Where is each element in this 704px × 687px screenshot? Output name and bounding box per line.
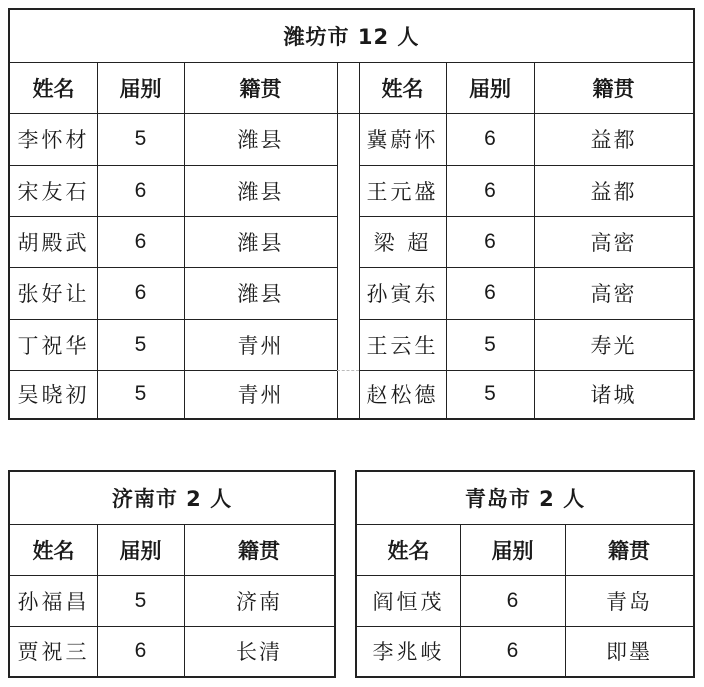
weifang-table (8, 8, 695, 420)
person-term: 6 (484, 229, 496, 253)
jinan-title: 济南市 2 人 (111, 487, 233, 511)
header-term: 届别 (469, 76, 511, 101)
person-name: 王云生 (366, 333, 439, 358)
person-name: 吴晓初 (17, 383, 90, 407)
jinan-table (8, 470, 336, 678)
person-name: 梁 超 (373, 230, 432, 255)
person-term: 6 (134, 281, 147, 304)
person-origin: 青州 (237, 333, 284, 358)
person-term: 5 (134, 382, 147, 405)
person-origin: 济南 (236, 589, 282, 614)
person-term: 6 (506, 639, 519, 662)
person-origin: 潍县 (237, 179, 284, 204)
person-origin: 青州 (237, 383, 284, 407)
person-term: 6 (506, 588, 519, 612)
header-origin: 籍贯 (592, 76, 635, 101)
person-name: 阎恒茂 (372, 589, 445, 614)
person-name: 张好让 (17, 282, 90, 306)
person-name: 丁祝华 (17, 333, 90, 358)
person-term: 6 (134, 229, 147, 253)
person-origin: 诸城 (590, 383, 637, 407)
person-origin: 长清 (236, 640, 282, 664)
person-origin: 潍县 (237, 128, 284, 152)
person-term: 6 (484, 281, 496, 304)
person-term: 6 (134, 639, 147, 662)
person-term: 5 (484, 332, 496, 356)
person-name: 李怀材 (17, 128, 90, 152)
person-term: 5 (134, 127, 147, 150)
person-name: 胡殿武 (17, 230, 90, 255)
qingdao-title: 青岛市 2 人 (464, 487, 586, 511)
person-origin: 潍县 (237, 282, 284, 306)
person-origin: 高密 (590, 230, 637, 255)
person-origin: 益都 (590, 128, 637, 152)
person-name: 宋友石 (17, 179, 90, 204)
header-name: 姓名 (32, 76, 75, 101)
person-name: 赵松德 (366, 383, 439, 407)
person-origin: 青岛 (606, 589, 652, 614)
weifang-title: 潍坊市 12 人 (283, 25, 420, 49)
person-origin: 即墨 (606, 640, 652, 664)
person-term: 5 (134, 332, 147, 356)
person-term: 6 (484, 178, 496, 202)
person-origin: 益都 (590, 179, 637, 204)
person-name: 孙福昌 (17, 589, 90, 614)
header-term: 届别 (119, 538, 162, 563)
person-origin: 寿光 (590, 333, 637, 358)
person-name: 孙寅东 (366, 282, 439, 306)
person-name: 贾祝三 (17, 640, 90, 664)
person-term: 6 (484, 127, 496, 150)
header-name: 姓名 (32, 538, 75, 563)
person-term: 5 (134, 588, 147, 612)
header-name: 姓名 (387, 538, 430, 563)
person-origin: 潍县 (237, 230, 284, 255)
person-name: 王元盛 (366, 179, 439, 204)
header-origin: 籍贯 (608, 538, 650, 563)
header-term: 届别 (491, 538, 534, 563)
qingdao-table (355, 470, 695, 678)
person-term: 5 (484, 382, 496, 405)
person-origin: 高密 (590, 282, 637, 306)
header-origin: 籍贯 (238, 538, 280, 563)
person-term: 6 (134, 178, 147, 202)
person-name: 冀蔚怀 (366, 128, 439, 152)
person-name: 李兆岐 (372, 640, 445, 664)
header-origin: 籍贯 (239, 76, 282, 101)
header-term: 届别 (119, 76, 162, 101)
header-name: 姓名 (381, 76, 424, 101)
